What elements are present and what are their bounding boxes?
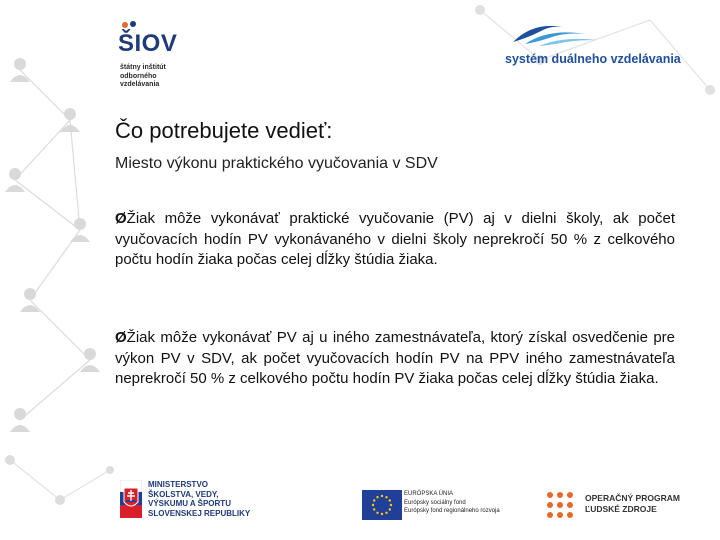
eu-funds-text: EURÓPSKA ÚNIA Európsky sociálny fond Európsky fond regionálneho rozvoja [404,491,500,514]
sdv-wordmark: systém duálneho vzdelávania [505,52,681,66]
siov-wordmark: ŠIOV [118,30,178,57]
eu-logo [362,490,522,524]
bullet-paragraph-1: ØŽiak môže vykonávať praktické vyučovanie (PV) aj v dielni školy, ak počet vyučovacích hodín PV vykonávaného v dielni školy neprekročí 50 % z celkového počtu hodín žiaka počas celej dĺžky štúdia žiaka. [115,210,675,268]
sdv-logo [505,14,695,70]
ministry-logo [120,480,270,530]
siov-mark-icon [120,20,142,30]
op-ludske-zdroje-logo [545,490,705,524]
op-name: OPERAČNÝ PROGRAM ĽUDSKÉ ZDROJE [585,493,680,514]
sdv-wave-icon [505,14,605,50]
op-dots-icon [545,490,575,520]
page-title: Čo potrebujete vedieť: [115,118,333,143]
eu-flag-icon [362,490,402,520]
siov-logo [116,20,196,100]
ministry-name: MINISTERSTVO ŠKOLSTVA, VEDY, VÝSKUMU A ŠPORTU SLOVENSKEJ REPUBLIKY [148,480,251,518]
slovak-coat-of-arms-icon [120,480,142,518]
siov-subtitle: štátny inštitút odborného vzdelávania [120,64,166,88]
bullet-arrow-icon: Ø [115,329,127,346]
page-subtitle: Miesto výkonu praktického vyučovania v SDV [115,155,438,172]
bullet-arrow-icon: Ø [115,210,127,227]
bullet-paragraph-2: ØŽiak môže vykonávať PV aj u iného zamestnávateľa, ktorý získal osvedčenie pre výkon PV v SDV, ak počet vyučovacích hodín PV na PPV iného zamestnávateľa neprekročí 50 % z celkového počtu hodín PV žiaka počas celej dĺžky štúdia žiaka. [115,329,675,387]
